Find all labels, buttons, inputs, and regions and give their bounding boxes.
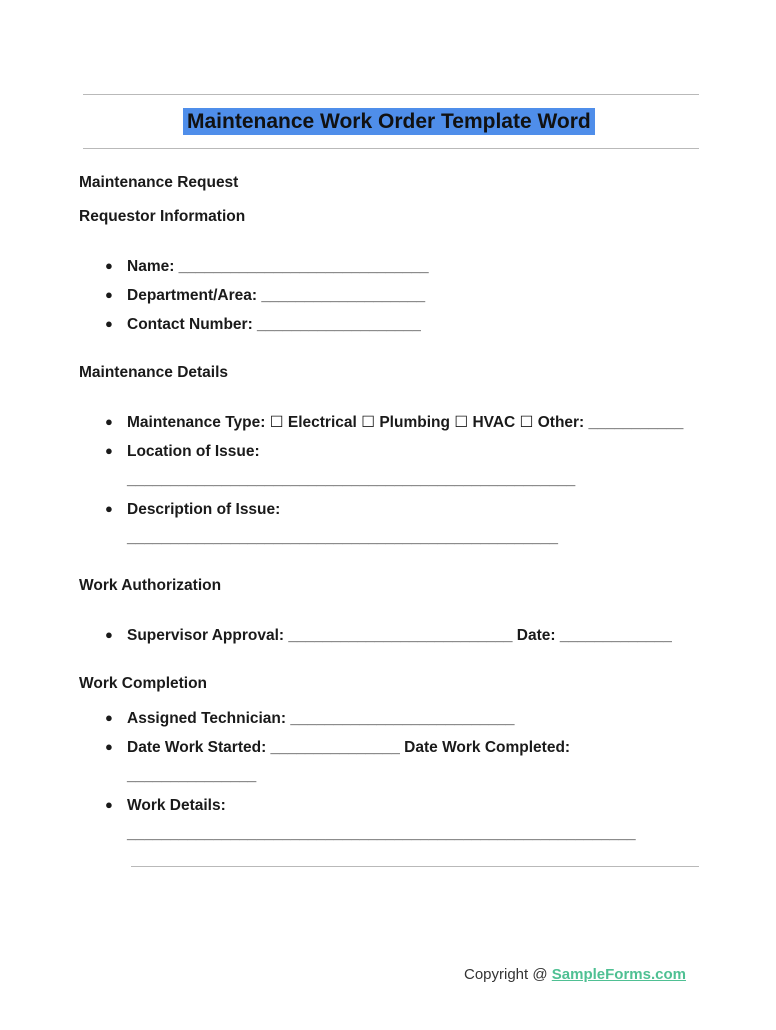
- item-text: Assigned Technician: __________________________: [127, 710, 515, 727]
- bullet-icon: ●: [105, 710, 113, 725]
- bullet-icon: ●: [105, 797, 113, 812]
- section-heading-maintenance-request: Maintenance Request: [79, 174, 239, 191]
- list-item-description-of-issue: [105, 499, 280, 520]
- item-text: Supervisor Approval: __________________________ Date: _____________: [127, 627, 672, 644]
- list-item-assigned-technician: [105, 708, 515, 729]
- date-completed-blank-line: _______________: [127, 767, 257, 784]
- bullet-icon: ●: [105, 258, 113, 273]
- location-blank-line: ____________________________________________________: [127, 471, 576, 488]
- item-text: Work Details:: [127, 797, 226, 814]
- bullet-icon: ●: [105, 443, 113, 458]
- item-text: Description of Issue:: [127, 501, 281, 518]
- item-text: Contact Number: ___________________: [127, 316, 421, 333]
- section-heading-work-completion: Work Completion: [79, 675, 208, 692]
- brand-link[interactable]: SampleForms.com: [551, 966, 686, 983]
- list-item-name: [105, 256, 429, 277]
- list-item-department: [105, 285, 425, 306]
- section-heading-work-authorization: Work Authorization: [79, 577, 222, 594]
- work-details-blank-line: ___________________________________________________________: [127, 825, 636, 842]
- bullet-icon: ●: [105, 414, 113, 429]
- bullet-icon: ●: [105, 501, 113, 516]
- document-title: Maintenance Work Order Template Word: [183, 108, 595, 135]
- title-divider: [83, 148, 699, 149]
- item-text: Maintenance Type: ☐ Electrical ☐ Plumbing ☐ HVAC ☐ Other: ___________: [127, 414, 684, 431]
- subheading-requestor-information: Requestor Information: [79, 208, 246, 225]
- item-text: Date Work Started: _______________ Date Work Completed:: [127, 739, 571, 756]
- list-item-maintenance-type: [105, 412, 683, 433]
- list-item-supervisor-approval: [105, 625, 672, 646]
- item-text: Name: _____________________________: [127, 258, 429, 275]
- list-item-date-work-started: [105, 737, 570, 758]
- item-text: Department/Area: ___________________: [127, 287, 426, 304]
- bottom-divider: [131, 866, 699, 867]
- footer-copyright: [464, 965, 686, 985]
- bullet-icon: ●: [105, 739, 113, 754]
- top-divider: [83, 94, 699, 95]
- list-item-work-details: [105, 795, 226, 816]
- bullet-icon: ●: [105, 287, 113, 302]
- bullet-icon: ●: [105, 627, 113, 642]
- section-heading-maintenance-details: Maintenance Details: [79, 364, 229, 381]
- copyright-text: Copyright @: [464, 966, 548, 983]
- description-blank-line: __________________________________________________: [127, 529, 559, 546]
- bullet-icon: ●: [105, 316, 113, 331]
- list-item-location-of-issue: [105, 441, 260, 462]
- list-item-contact-number: [105, 314, 421, 335]
- item-text: Location of Issue:: [127, 443, 260, 460]
